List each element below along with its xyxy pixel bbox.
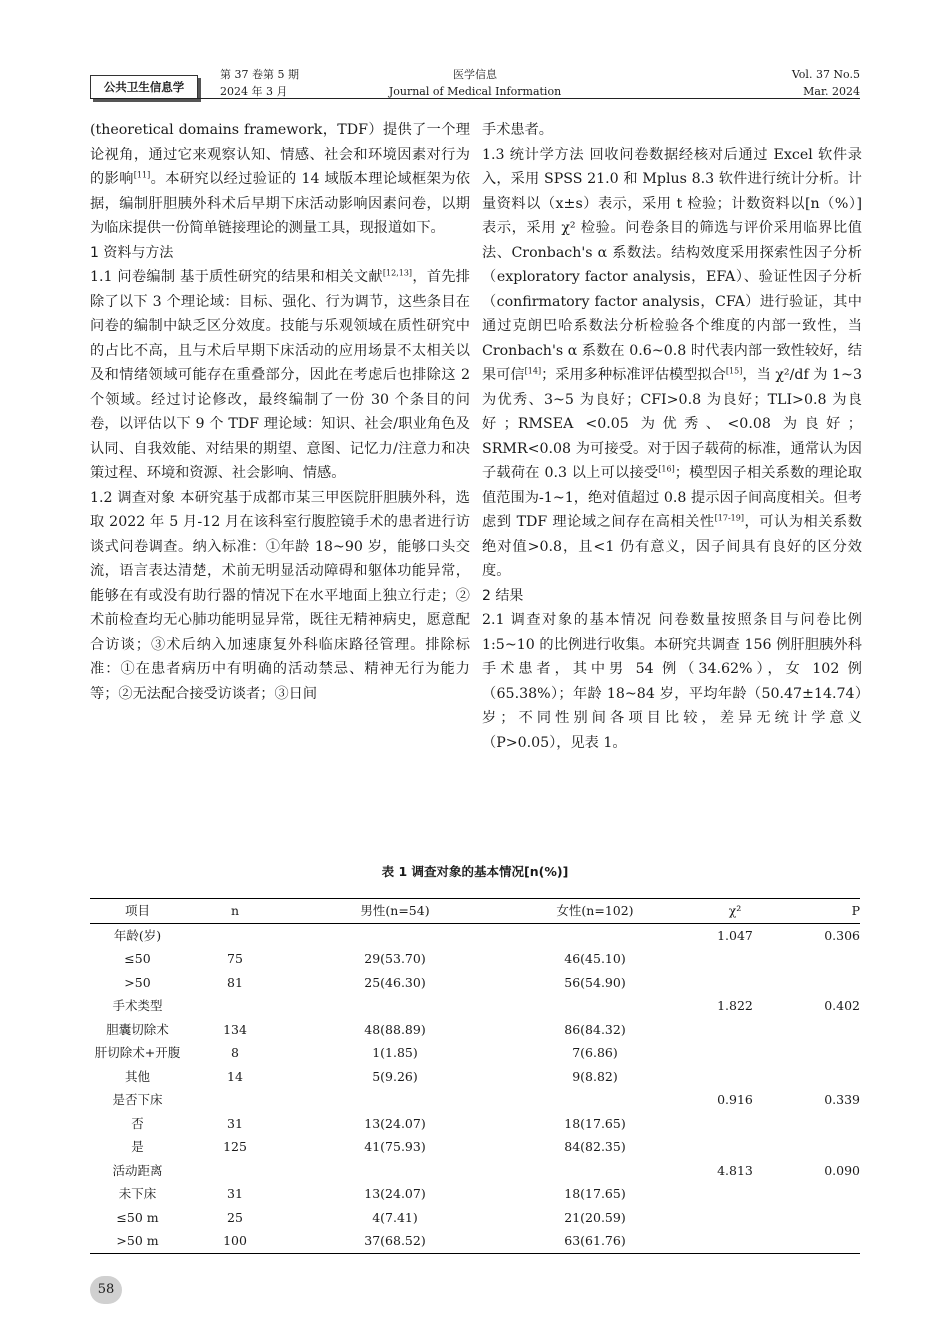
cell-n <box>185 1159 285 1183</box>
table-row <box>90 947 860 971</box>
cell-chi2 <box>685 1112 785 1136</box>
cell-p: 0.339 <box>824 1092 860 1107</box>
cell-p <box>785 1018 860 1042</box>
cell-item: 活动距离 <box>112 1162 163 1178</box>
table-header-row <box>90 899 860 924</box>
table-row <box>90 1206 860 1230</box>
table-row <box>90 1135 860 1159</box>
table-row <box>90 1041 860 1065</box>
cell-chi2 <box>685 1206 785 1230</box>
cell-chi2 <box>685 947 785 971</box>
s13-text-b: ；采用多种标准评估模型拟合 <box>541 367 726 383</box>
cell-n: 31 <box>227 1186 243 1201</box>
cell-male: 1(1.85) <box>372 1045 418 1060</box>
header-rule <box>90 98 860 99</box>
s13-text-d: ；模型因子相关系数的理论取值范围为-1~1，绝对值超过 0.8 提示因子间高度相关。但考虑到 TDF 理论域之间存在高相关性 <box>482 465 862 530</box>
cell-p <box>785 1135 860 1159</box>
cell-n: 81 <box>227 974 243 990</box>
paragraph-1-1 <box>90 265 470 486</box>
paragraph-2-1: 2.1 调查对象的基本情况 问卷数量按照条目与问卷比例 1:5~10 的比例进行收集。本研究共调查 156 例肝胆胰外科手术患者，其中男 54 例（34.62%），女 102 例（65.38%）；年龄 18~84 岁，平均年龄（50.47±14.74）岁；不同性别间各项目比较，差异无统计学意义（P>0.05），见表 1。 <box>482 612 862 751</box>
citation: [12,13] <box>382 268 413 278</box>
cell-chi2 <box>685 971 785 995</box>
citation: [17-19] <box>714 513 744 523</box>
table-row <box>90 1229 860 1253</box>
cell-p <box>785 1229 860 1253</box>
cell-p <box>785 1182 860 1206</box>
cell-n: 25 <box>227 1209 243 1225</box>
section-badge: 公共卫生信息学 <box>90 75 198 99</box>
cell-female: 7(6.86) <box>572 1045 618 1060</box>
cell-item: 胆囊切除术 <box>106 1021 169 1037</box>
section-heading-methods: 1 资料与方法 <box>90 244 174 261</box>
cell-female <box>505 1159 685 1183</box>
cell-item: 其他 <box>124 1068 150 1084</box>
cell-n: 31 <box>227 1115 243 1131</box>
table-title: 表 1 调查对象的基本情况[n(%)] <box>381 864 569 879</box>
table-row <box>90 1088 860 1112</box>
cell-p <box>785 947 860 971</box>
cell-item: ≤50 <box>124 951 151 966</box>
cell-p: 0.090 <box>824 1162 860 1178</box>
cell-p <box>785 1206 860 1230</box>
citation: [11] <box>133 170 151 180</box>
header-n: n <box>185 899 285 924</box>
cell-female: 84(82.35) <box>564 1139 626 1154</box>
issue-line: 第 37 卷第 5 期 <box>220 68 299 81</box>
cell-chi2 <box>685 1041 785 1065</box>
cell-chi2: 0.916 <box>717 1092 753 1107</box>
cell-item: 肝切除术+开腹 <box>94 1045 181 1060</box>
table-row <box>90 1112 860 1136</box>
cell-male: 29(53.70) <box>364 951 426 966</box>
cell-female: 9(8.82) <box>572 1068 618 1084</box>
page-header <box>90 62 860 100</box>
cell-item: ≤50 m <box>116 1209 159 1225</box>
intro-text: (theoretical domains framework，TDF）提供了一个理论视角，通过它来观察认知、情感、社会和环境因素对行为的影响 <box>90 122 470 187</box>
left-column <box>90 118 470 706</box>
cell-female: 21(20.59) <box>564 1209 626 1225</box>
citation: [15] <box>725 366 743 376</box>
cell-item: >50 m <box>90 1229 185 1253</box>
cell-female: 63(61.76) <box>505 1229 685 1253</box>
cell-p <box>785 1112 860 1136</box>
cell-female <box>505 923 685 947</box>
cell-p: 0.402 <box>824 998 860 1013</box>
cell-male: 13(24.07) <box>364 1186 426 1201</box>
paragraph-1-3 <box>482 143 862 584</box>
intro-text-2: 。本研究以经过验证的 14 域版本理论域框架为依据，编制肝胆胰外科术后早期下床活动影响因素问卷，以期为临床提供一份简单链接理论的测量工具，现报道如下。 <box>90 171 470 236</box>
cell-n <box>185 1088 285 1112</box>
cell-chi2 <box>685 1182 785 1206</box>
cell-female: 18(17.65) <box>564 1186 626 1201</box>
s13-text-e: ，可认为相关系数绝对值>0.8，且<1 仍有意义，因子间具有良好的区分效度。 <box>482 514 862 579</box>
cell-chi2 <box>685 1229 785 1253</box>
cell-p <box>785 1065 860 1089</box>
table-row <box>90 1065 860 1089</box>
cell-n: 8 <box>231 1045 239 1060</box>
volume-info <box>792 66 860 100</box>
cell-chi2: 1.047 <box>717 927 753 943</box>
header-chi2: χ² <box>685 899 785 924</box>
cell-n: 14 <box>227 1068 243 1084</box>
table-row <box>90 1018 860 1042</box>
journal-cn: 医学信息 <box>453 68 497 81</box>
cell-chi2: 4.813 <box>717 1162 753 1178</box>
cell-male <box>285 1088 505 1112</box>
cell-item: 未下床 <box>118 1186 157 1201</box>
citation: [16] <box>658 464 675 474</box>
table-row <box>90 971 860 995</box>
cell-female: 18(17.65) <box>564 1115 626 1131</box>
s13-text-c: ，当 χ²/df 为 1~3 为优秀、3~5 为良好；CFI>0.8 为良好；TLI>0.8 为良好；RMSEA <0.05 为优秀、<0.08 为良好；SRMR<0.08 为可接受。对于因子载荷的标准，通常认为因子载荷在 0.3 以上可以接受 <box>482 367 862 481</box>
continuation-text: 手术患者。 <box>482 122 553 138</box>
cell-female: 46(45.10) <box>564 951 626 966</box>
cell-female: 56(54.90) <box>564 974 626 990</box>
cell-male: 13(24.07) <box>364 1115 426 1131</box>
cell-male: 25(46.30) <box>364 974 426 990</box>
cell-male: 4(7.41) <box>372 1209 418 1225</box>
cell-male <box>285 994 505 1018</box>
citation: [14] <box>524 366 542 376</box>
cell-n: 75 <box>227 951 243 966</box>
table-row <box>90 994 860 1018</box>
cell-p <box>785 1041 860 1065</box>
right-column <box>482 118 862 755</box>
section-heading-results: 2 结果 <box>482 587 524 604</box>
cell-item: 年龄(岁) <box>113 927 162 943</box>
cell-n: 100 <box>185 1229 285 1253</box>
header-p: P <box>785 899 860 924</box>
cell-n: 134 <box>223 1021 247 1037</box>
cell-female: 86(84.32) <box>564 1021 626 1037</box>
cell-female <box>505 1088 685 1112</box>
cell-p <box>785 971 860 995</box>
cell-item: 是否下床 <box>112 1092 163 1107</box>
header-female: 女性(n=102) <box>505 899 685 924</box>
volume-en: Vol. 37 No.5 <box>791 68 860 81</box>
cell-female <box>505 994 685 1018</box>
cell-chi2: 1.822 <box>717 998 753 1013</box>
journal-en: Journal of Medical Information <box>388 85 562 98</box>
baseline-table <box>90 898 860 1254</box>
s11-text-a: 1.1 问卷编制 基于质性研究的结果和相关文献 <box>90 269 383 285</box>
cell-male: 41(75.93) <box>364 1139 426 1154</box>
cell-item: 是 <box>131 1139 144 1154</box>
s11-text-b: ，首先排除了以下 3 个理论域：目标、强化、行为调节，这些条目在问卷的编制中缺乏区分效度。技能与乐观领域在质性研究中的占比不高，且与术后早期下床活动的应用场景不太相关以及和情绪领域可能存在重叠部分，因此在考虑后也排除这 2 个领域。经过讨论修改，最终编制了一份 30 个条目的问卷，以评估以下 9 个 TDF 理论域：知识、社会/职业角色及认同、自我效能、对结果的期望、意图、记忆力/注意力和决策过程、环境和资源、社会影响、情感。 <box>90 269 470 481</box>
header-item: 项目 <box>90 899 185 924</box>
cell-n: 125 <box>223 1139 247 1154</box>
cell-male: 37(68.52) <box>285 1229 505 1253</box>
cell-item: 手术类型 <box>112 998 163 1013</box>
cell-male <box>285 923 505 947</box>
issue-date: 2024 年 3 月 <box>220 85 288 98</box>
journal-title <box>90 66 860 100</box>
intro-paragraph <box>90 118 470 241</box>
s13-text-a: 1.3 统计学方法 回收问卷数据经核对后通过 Excel 软件录入，采用 SPSS 21.0 和 Mplus 8.3 软件进行统计分析。计量资料以（x±s）表示，采用 t 检验；计数资料以[n（%）]表示，采用 χ² 检验。问卷条目的筛选与评价采用临界比值法、Cronbach's α 系数法。结构效度采用探索性因子分析（exploratory factor analysis，EFA）、验证性因子分析（confirmatory factor analysis，CFA）进行验证，其中通过克朗巴哈系数法分析检验各个维度的内部一致性，当 Cronbach's α 系数在 0.6~0.8 时代表内部一致性较好，结果可信 <box>482 146 862 383</box>
date-en: Mar. 2024 <box>803 85 860 98</box>
cell-n <box>185 994 285 1018</box>
cell-male: 48(88.89) <box>364 1021 426 1037</box>
page-number: 58 <box>90 1276 122 1304</box>
cell-n <box>185 923 285 947</box>
cell-p: 0.306 <box>824 927 860 943</box>
cell-chi2 <box>685 1135 785 1159</box>
table-row <box>90 923 860 947</box>
cell-chi2 <box>685 1018 785 1042</box>
table-row <box>90 1182 860 1206</box>
header-male: 男性(n=54) <box>285 899 505 924</box>
cell-item: >50 <box>124 974 151 990</box>
cell-item: 否 <box>131 1115 144 1131</box>
cell-male: 5(9.26) <box>372 1068 418 1084</box>
cell-chi2 <box>685 1065 785 1089</box>
table-row <box>90 1159 860 1183</box>
cell-male <box>285 1159 505 1183</box>
paragraph-1-2: 1.2 调查对象 本研究基于成都市某三甲医院肝胆胰外科，选取 2022 年 5 月-12 月在该科室行腹腔镜手术的患者进行访谈式问卷调查。纳入标准：①年龄 18~90 岁，能够口头交流，语言表达清楚，术前无明显活动障碍和躯体功能异常，能够在有或没有助行器的情况下在水平地面上独立行走；②术前检查均无心肺功能明显异常，既往无精神病史，愿意配合访谈；③术后纳入加速康复外科临床路径管理。排除标准：①在患者病历中有明确的活动禁忌、精神无行为能力等；②无法配合接受访谈者；③日间 <box>90 489 470 702</box>
